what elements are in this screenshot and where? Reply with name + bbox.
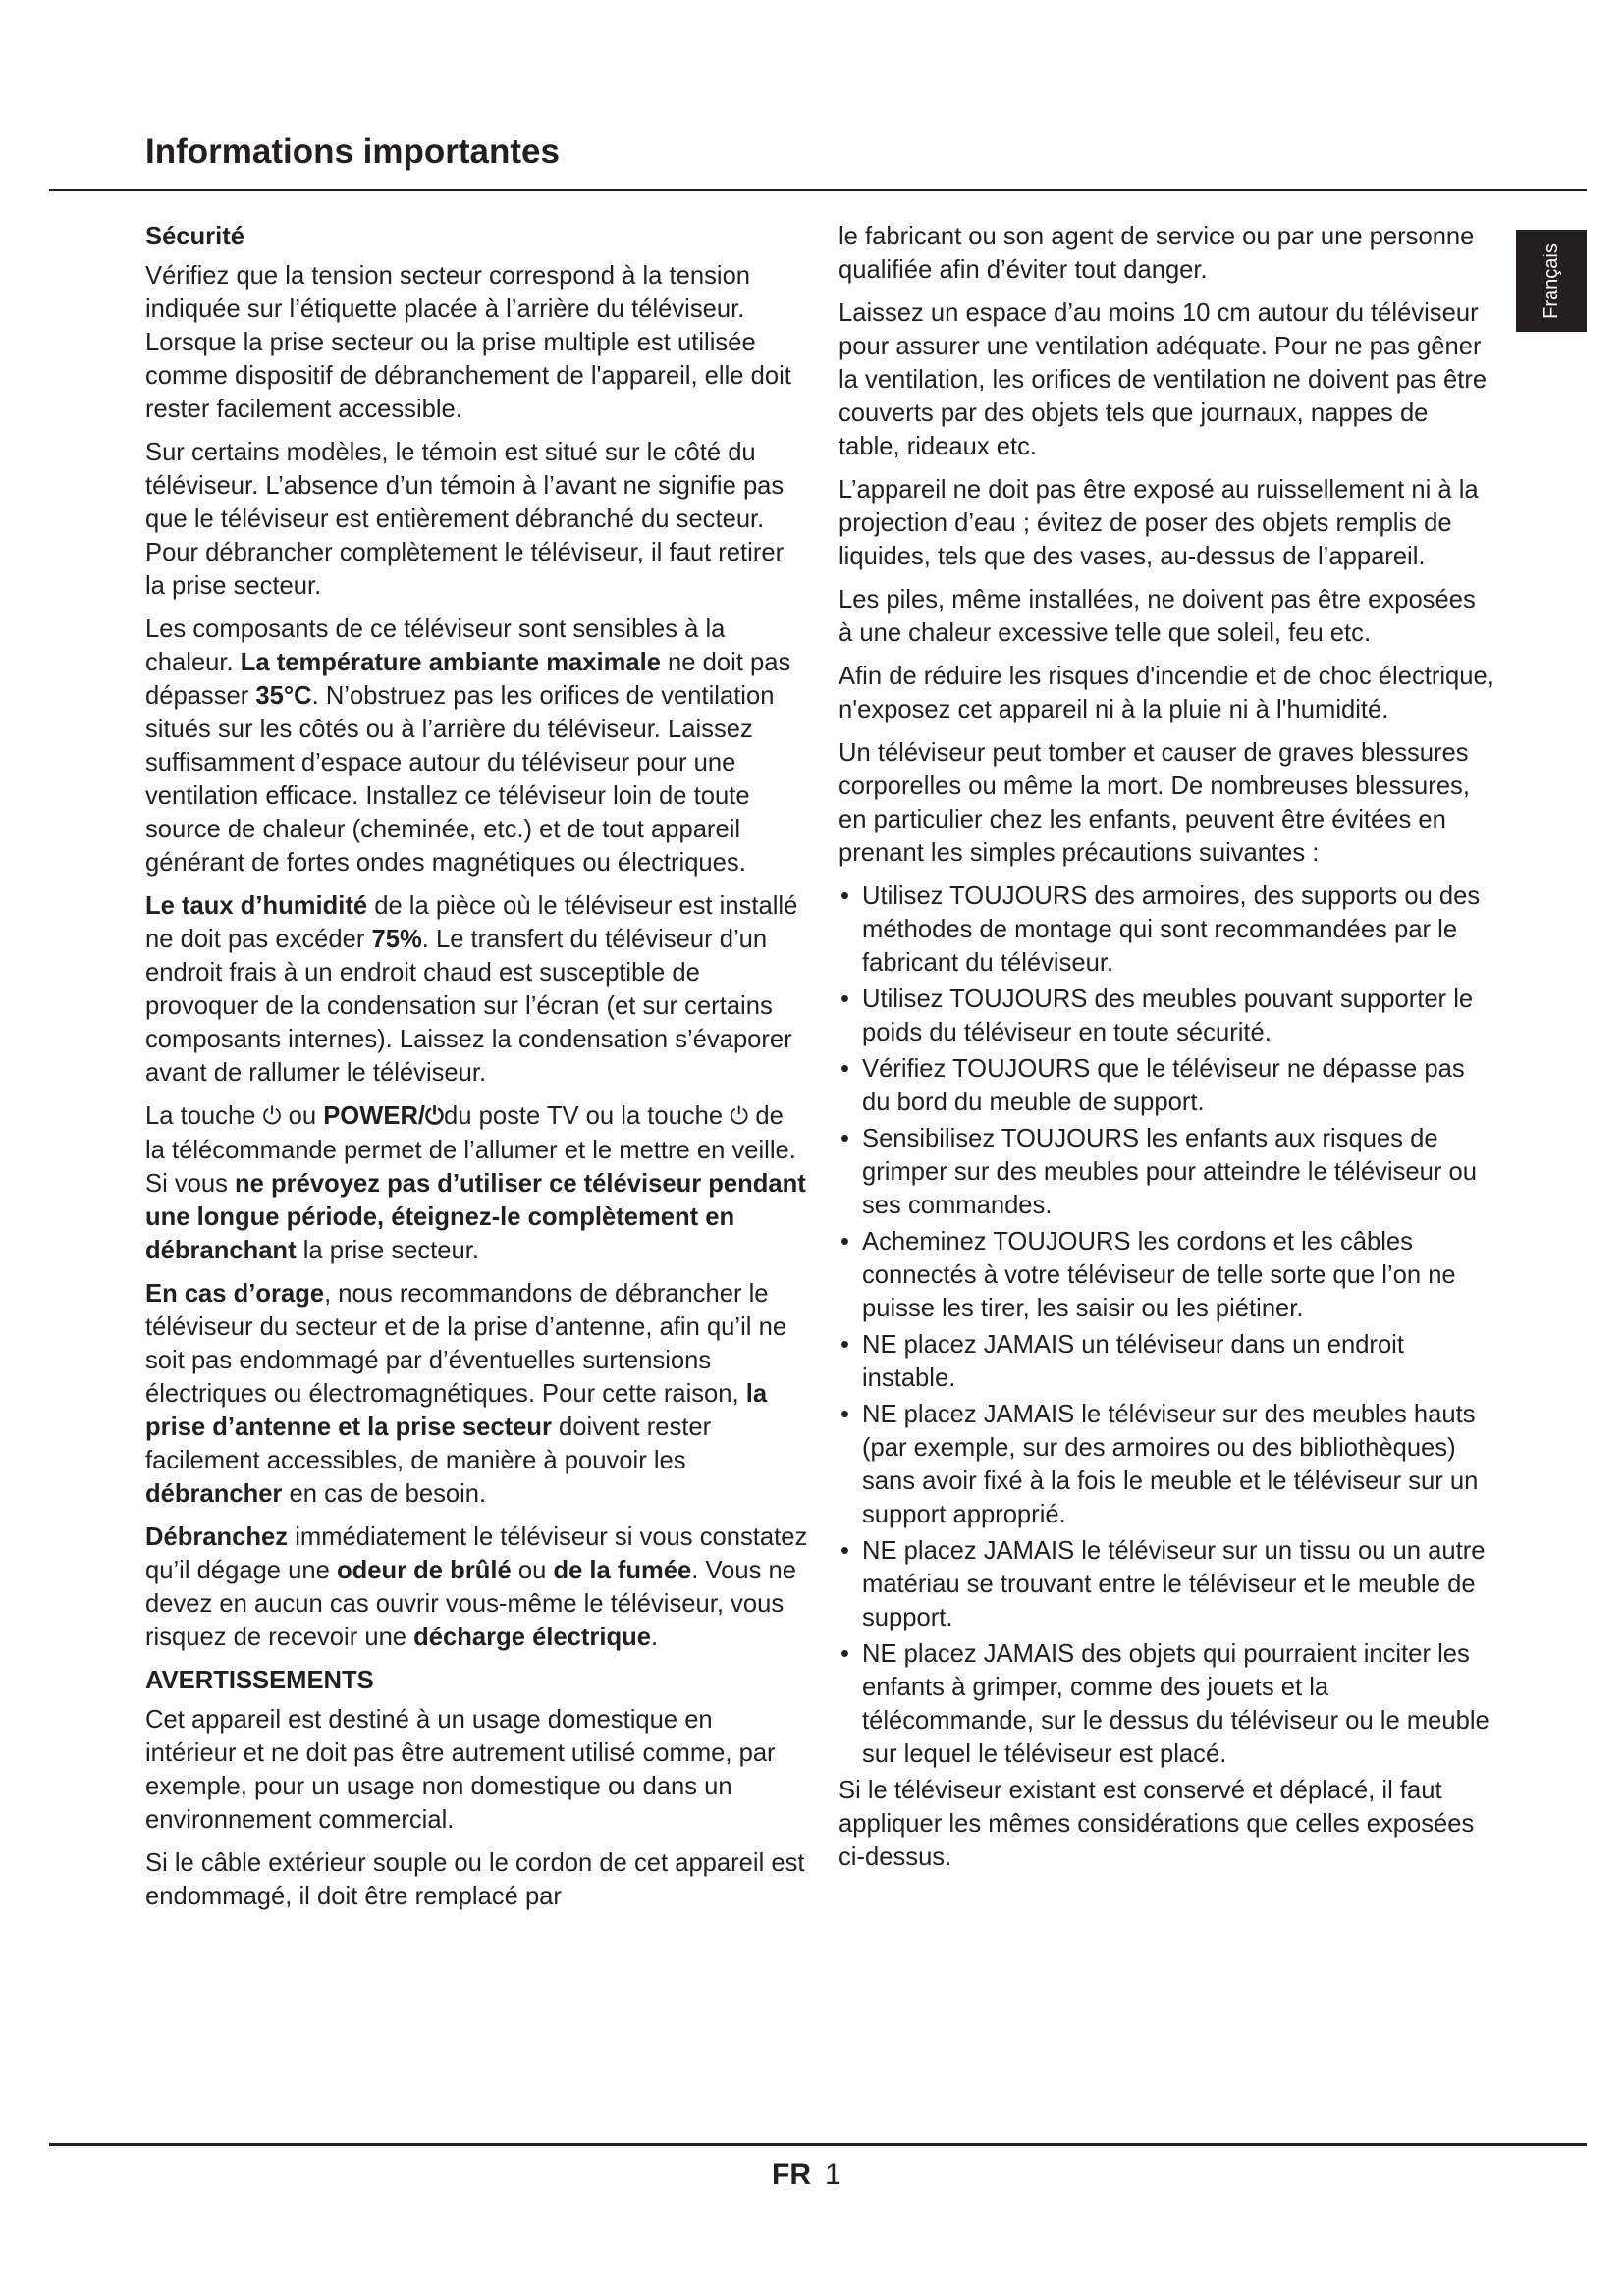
list-item: • NE placez JAMAIS un téléviseur dans un endroit instable. [839,1328,1496,1395]
power-icon: ⏻ [730,1103,749,1130]
list-item: • Vérifiez TOUJOURS que le téléviseur ne dépasse pas du bord du meuble de support. [839,1052,1496,1119]
precautions-list [839,880,1496,1771]
paragraph-batteries: Les piles, même installées, ne doivent pas être exposées à une chaleur excessive telle que soleil, feu etc. [839,586,1476,647]
language-tab [1516,230,1587,332]
paragraph-storm: En cas d’orage, nous recommandons de débrancher le téléviseur du secteur et de la prise d’antenne, afin qu’il ne soit pas endommagé par d’éventuelles surtensions électriques ou électromagnétiques. Pour cette raison, la prise d’antenne et la prise secteur doivent rester facilement accessibles, de manière à pouvoir les débrancher en cas de besoin. [145,1280,787,1508]
page-title: Informations importantes [145,133,560,171]
paragraph-voltage: Vérifiez que la tension secteur correspond à la tension indiquée sur l’étiquette placée à l’arrière du téléviseur. Lorsque la prise secteur ou la prise multiple est utilisée comme dispositif de débranchement de l'appareil, elle doit rester facilement accessible. [145,262,791,423]
list-item: • NE placez JAMAIS le téléviseur sur un tissu ou un autre matériau se trouvant entre le téléviseur et le meuble de support. [839,1534,1496,1634]
paragraph-humidity: Le taux d’humidité de la pièce où le téléviseur est installé ne doit pas excéder 75%. Le transfert du téléviseur d’un endroit frais à un endroit chaud est susceptible de provoquer de la condensation sur l’écran (et sur certains composants internes). Laissez la condensation s’évaporer avant de rallumer le téléviseur. [145,892,798,1087]
footer-divider [49,2143,1587,2146]
paragraph-indicator: Sur certains modèles, le témoin est situé sur le côté du téléviseur. L’absence d’un témoin à l’avant ne signifie pas que le téléviseur est entièrement débranché du secteur. Pour débrancher complètement le téléviseur, il faut retirer la prise secteur. [145,439,785,600]
power-icon: ⏻ [262,1103,282,1130]
paragraph-temperature: Les composants de ce téléviseur sont sensibles à la chaleur. La température ambiante maximale ne doit pas dépasser 35°C. N’obstruez pas les orifices de ventilation situés sur les côtés ou à l’arrière du téléviseur. Laissez suffisamment d’espace autour du téléviseur pour une ventilation efficace. Installez ce téléviseur loin de toute source de chaleur (cheminée, etc.) et de tout appareil générant de fortes ondes magnétiques ou électriques. [145,615,791,877]
paragraph-ventilation: Laissez un espace d’au moins 10 cm autour du téléviseur pour assurer une ventilation adéquate. Pour ne pas gêner la ventilation, les orifices de ventilation ne doivent pas être couverts par des objets tels que journaux, nappes de table, rideaux etc. [839,299,1488,460]
list-item: • Acheminez TOUJOURS les cordons et les câbles connectés à votre téléviseur de telle sorte que l’on ne puisse les tirer, les saisir ou les piétiner. [839,1225,1496,1325]
paragraph-domestic-use: Cet appareil est destiné à un usage domestique en intérieur et ne doit pas être autrement utilisé comme, par exemple, pour un usage non domestique ou dans un environnement commercial. [145,1706,776,1834]
list-item: • NE placez JAMAIS le téléviseur sur des meubles hauts (par exemple, sur des armoires ou des bibliothèques) sans avoir fixé à la fois le meuble et le téléviseur sur un support approprié. [839,1398,1496,1531]
list-item: • Utilisez TOUJOURS des armoires, des supports ou des méthodes de montage qui sont recommandées par le fabricant du téléviseur. [839,880,1496,980]
paragraph-relocation: Si le téléviseur existant est conservé et déplacé, il faut appliquer les mêmes considérations que celles exposées ci-dessus. [839,1777,1475,1871]
paragraph-power: La touche ⏻ ou POWER/⏻du poste TV ou la touche ⏻ de la télécommande permet de l’allumer et le mettre en veille. Si vous ne prévoyez pas d’utiliser ce téléviseur pendant une longue période, éteignez-le complètement en débranchant la prise secteur. [145,1102,806,1264]
paragraph-qualified-person: le fabricant ou son agent de service ou par une personne qualifiée afin d’éviter tout danger. [839,223,1475,284]
list-item: • NE placez JAMAIS des objets qui pourraient inciter les enfants à grimper, comme des jouets et la télécommande, sur le dessus du téléviseur ou le meuble sur lequel le téléviseur est placé. [839,1637,1496,1771]
paragraph-water: L’appareil ne doit pas être exposé au ruissellement ni à la projection d’eau ; évitez de poser des objets remplis de liquides, tels que des vases, au-dessus de l’appareil. [839,476,1479,570]
footer-language-code: FR [772,2159,811,2191]
section-heading-securite: Sécurité [145,223,245,250]
page-number: 1 [825,2159,841,2191]
list-item: • Sensibilisez TOUJOURS les enfants aux risques de grimper sur des meubles pour atteindre le téléviseur ou ses commandes. [839,1122,1496,1222]
left-column [145,220,808,1923]
header-divider [49,189,1587,191]
paragraph-fire-risk: Afin de réduire les risques d'incendie et de choc électrique, n'exposez cet appareil ni à la pluie ni à l'humidité. [839,663,1494,723]
section-heading-avertissements: AVERTISSEMENTS [145,1667,374,1694]
list-item: • Utilisez TOUJOURS des meubles pouvant supporter le poids du téléviseur en toute sécurité. [839,983,1496,1049]
paragraph-cable: Si le câble extérieur souple ou le cordon de cet appareil est endommagé, il doit être remplacé par [145,1849,805,1910]
power-icon: ⏻ [425,1103,445,1130]
paragraph-tip-over: Un téléviseur peut tomber et causer de graves blessures corporelles ou même la mort. De nombreuses blessures, en particulier chez les enfants, peuvent être évitées en prenant les simples précautions suivantes : [839,739,1470,867]
language-tab-label: Français [1540,242,1562,319]
paragraph-unplug: Débranchez immédiatement le téléviseur si vous constatez qu’il dégage une odeur de brûlé ou de la fumée. Vous ne devez en aucun cas ouvrir vous-même le téléviseur, vous risquez de recevoir une décharge électrique. [145,1523,808,1651]
right-column [839,220,1496,1884]
page-footer [772,2156,841,2195]
